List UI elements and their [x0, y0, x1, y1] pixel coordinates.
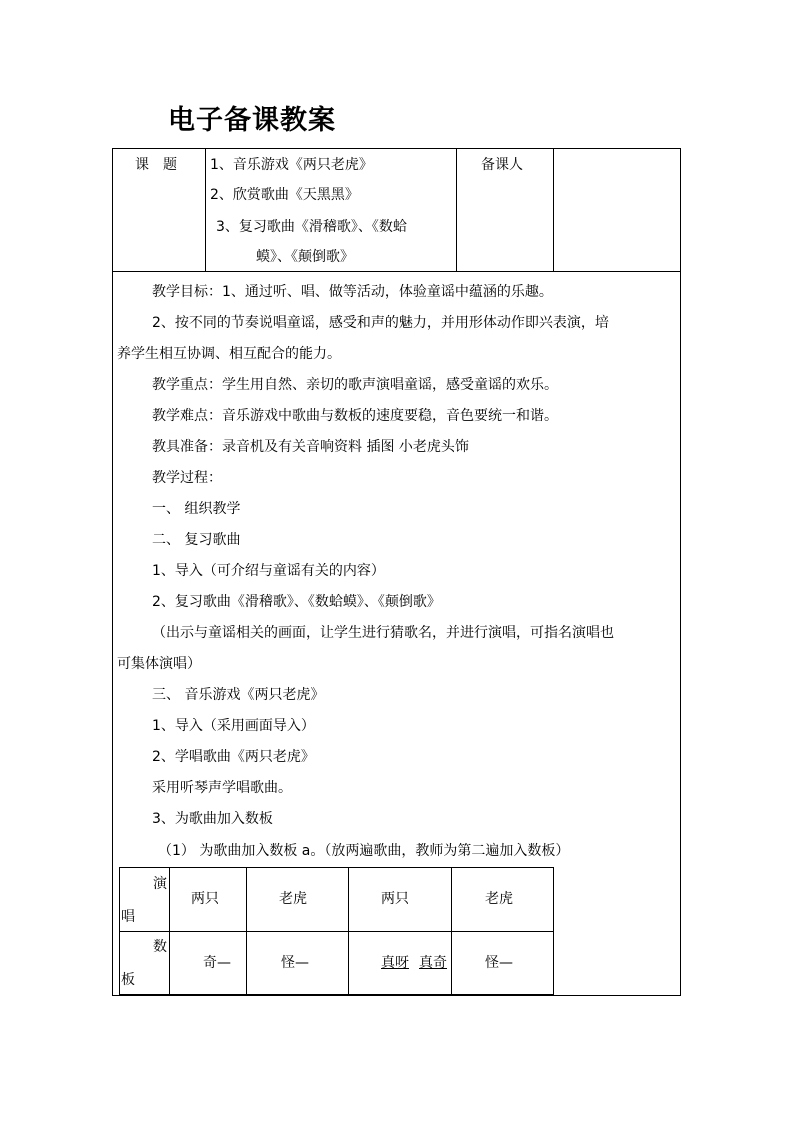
section-2-heading: 二、 复习歌曲	[152, 532, 241, 548]
rhythm-cell: 怪—	[485, 955, 513, 971]
header-bottom-rule	[113, 271, 680, 272]
teaching-goal-2b: 养学生相互协调、相互配合的能力。	[117, 346, 341, 362]
header-divider-1	[205, 149, 206, 271]
row-label-chant-a: 数	[153, 939, 167, 955]
teaching-process-heading: 教学过程：	[152, 470, 222, 486]
rhythm-cell: 奇—	[203, 955, 231, 971]
lesson-plan-table	[112, 148, 681, 996]
topic-label: 课 题	[135, 157, 177, 173]
section-3-item-3-1: （1） 为歌曲加入数板 a。（放两遍歌曲，教师为第二遍加入数板）	[158, 843, 570, 859]
topic-line-1: 1、音乐游戏《两只老虎》	[210, 157, 373, 173]
header-divider-3	[553, 149, 554, 271]
topic-line-3: 3、复习歌曲《滑稽歌》、《数蛤	[216, 219, 407, 235]
teaching-goal-2a: 2、按不同的节奏说唱童谣，感受和声的魅力，并用形体动作即兴表演，培	[152, 315, 609, 331]
row-label-chant-b: 板	[121, 972, 135, 988]
section-3-item-2-note: 采用听琴声学唱歌曲。	[152, 780, 292, 796]
row-label-sing-a: 演	[153, 876, 167, 892]
section-3-item-2: 2、学唱歌曲《两只老虎》	[152, 749, 315, 765]
rhythm-cell: 真呀	[381, 955, 409, 971]
rhythm-cell: 两只	[191, 891, 219, 907]
section-2-item-1: 1、导入（可介绍与童谣有关的内容）	[152, 563, 385, 579]
rhythm-cell: 真奇	[419, 955, 447, 971]
teaching-key-point: 教学重点：学生用自然、亲切的歌声演唱童谣，感受童谣的欢乐。	[152, 377, 558, 393]
document-title: 电子备课教案	[168, 105, 336, 136]
rhythm-cell: 怪—	[281, 955, 309, 971]
section-2-item-2: 2、复习歌曲《滑稽歌》、《数蛤蟆》、《颠倒歌》	[152, 594, 441, 610]
row-label-sing-b: 唱	[121, 909, 135, 925]
preparer-label: 备课人	[481, 157, 523, 173]
section-2-note-b: 可集体演唱）	[117, 656, 201, 672]
teaching-difficulty: 教学难点：音乐游戏中歌曲与数板的速度要稳，音色要统一和谐。	[152, 408, 558, 424]
section-2-note-a: （出示与童谣相关的画面，让学生进行猜歌名，并进行演唱，可指名演唱也	[152, 625, 614, 641]
header-divider-2	[456, 149, 457, 271]
rhythm-cell: 老虎	[485, 891, 513, 907]
teaching-materials: 教具准备：录音机及有关音响资料 插图 小老虎头饰	[152, 439, 469, 455]
section-3-item-1: 1、导入（采用画面导入）	[152, 718, 315, 734]
section-3-item-3: 3、为歌曲加入数板	[152, 811, 273, 827]
topic-line-2: 2、欣赏歌曲《天黑黑》	[210, 187, 359, 203]
topic-line-4: 蟆》、《颠倒歌》	[256, 249, 354, 265]
teaching-goal-1: 教学目标：1、通过听、唱、做等活动，体验童谣中蕴涵的乐趣。	[152, 284, 553, 300]
section-3-heading: 三、 音乐游戏《两只老虎》	[152, 687, 325, 703]
rhythm-cell: 老虎	[279, 891, 307, 907]
section-1-heading: 一、 组织教学	[152, 501, 241, 517]
rhythm-cell: 两只	[381, 891, 409, 907]
